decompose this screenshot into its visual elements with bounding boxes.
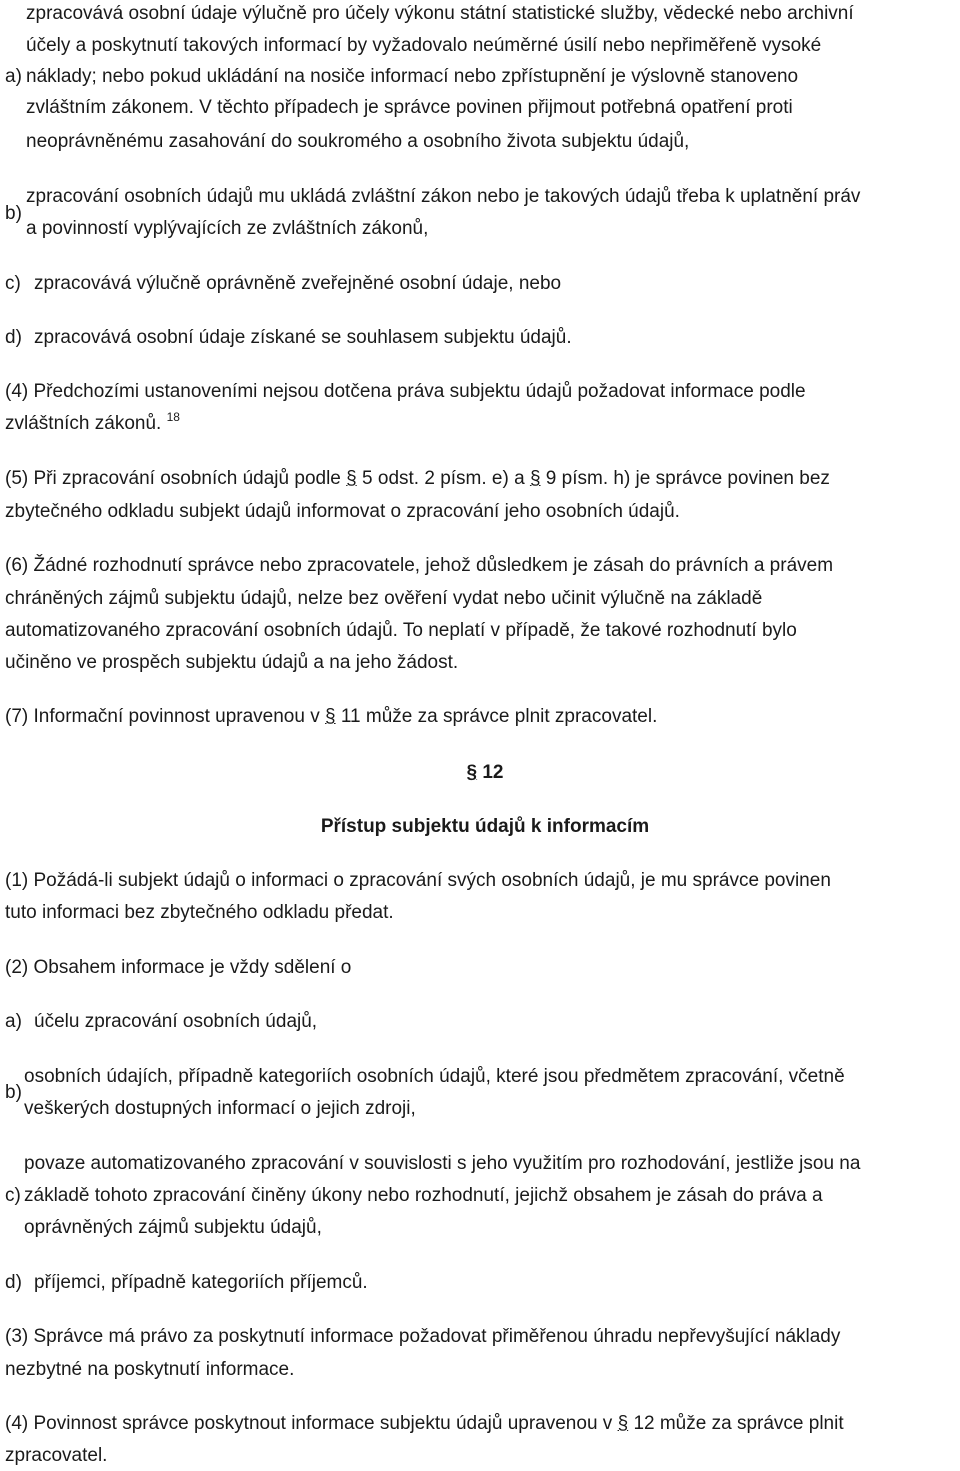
paragraph-7-text-b: může za správce plnit zpracovatel.	[360, 706, 658, 727]
paragraph-6-line-1: (6) Žádné rozhodnutí správce nebo zpracovatele, jehož důsledkem je zásah do právních a právem	[5, 555, 834, 576]
item-d-text: zpracovává osobní údaje získané se souhlasem subjektu údajů.	[34, 327, 572, 348]
s12-paragraph-2: (2) Obsahem informace je vždy sdělení o	[5, 957, 352, 978]
s12-item-a-label: a)	[5, 1011, 22, 1032]
item-c-label: c)	[5, 273, 21, 294]
section-sign-ref: §	[617, 1413, 629, 1434]
footnote-reference: 18	[166, 410, 180, 424]
paragraph-4-text: zvláštních zákonů.	[5, 413, 162, 434]
s12-item-b-line-2: veškerých dostupných informací o jejich zdroji,	[24, 1098, 416, 1119]
section-sign: §	[466, 762, 478, 783]
section-number	[0, 762, 960, 784]
s12-item-c-line-2: základě tohoto zpracování činěny úkony nebo rozhodnutí, jejichž obsahem je zásah do práva a	[24, 1185, 823, 1206]
paragraph-5-text-b: odst. 2 písm. e) a	[372, 468, 530, 489]
paragraph-5-text-c: písm. h) je správce povinen bez	[556, 468, 830, 489]
section-ref-number: 9	[545, 468, 557, 489]
s12-paragraph-3-line-2: nezbytné na poskytnutí informace.	[5, 1359, 295, 1380]
item-d-label: d)	[5, 327, 22, 348]
s12-item-c-line-3: oprávněných zájmů subjektu údajů,	[24, 1217, 322, 1238]
item-b-label: b)	[5, 203, 22, 224]
paragraph-4-line-1: (4) Předchozími ustanoveními nejsou dotčena práva subjektu údajů požadovat informace podle	[5, 381, 806, 402]
paragraph-7-text-a: (7) Informační povinnost upravenou v	[5, 706, 326, 727]
s12-paragraph-4-text-a: (4) Povinnost správce poskytnout informace subjektu údajů upravenou v	[5, 1413, 618, 1434]
section-number-value: 12	[482, 762, 504, 783]
item-a-line-4: zvláštním zákonem. V těchto případech je správce povinen přijmout potřebná opatření proti	[26, 97, 793, 118]
item-a-line-2: účely a poskytnutí takových informací by vyžadovalo neúměrné úsilí nebo nepřiměřeně vysoké	[26, 35, 822, 56]
section-title: Přístup subjektu údajů k informacím	[320, 816, 650, 837]
s12-item-c-label: c)	[5, 1185, 21, 1206]
section-ref-number: 11	[340, 706, 361, 727]
s12-paragraph-4-line-2: zpracovatel.	[5, 1445, 108, 1466]
s12-paragraph-3-line-1: (3) Správce má právo za poskytnutí informace požadovat přiměřenou úhradu nepřevyšující náklady	[5, 1326, 841, 1347]
item-b-line-2: a povinností vyplývajících ze zvláštních zákonů,	[26, 218, 429, 239]
paragraph-5-line-1	[5, 468, 830, 490]
paragraph-6-line-4: učiněno ve prospěch subjektu údajů a na jeho žádost.	[5, 652, 459, 673]
s12-paragraph-4-text-b: může za správce plnit	[654, 1413, 844, 1434]
s12-paragraph-1-line-1: (1) Požádá-li subjekt údajů o informaci o zpracování svých osobních údajů, je mu správce povinen	[5, 870, 831, 891]
item-a-line-5: neoprávněnému zasahování do soukromého a osobního života subjektu údajů,	[26, 131, 690, 152]
s12-item-b-line-1: osobních údajích, případně kategoriích osobních údajů, které jsou předmětem zpracování, včetně	[24, 1066, 845, 1087]
paragraph-5-line-2: zbytečného odkladu subjekt údajů informovat o zpracování jeho osobních údajů.	[5, 501, 680, 522]
s12-paragraph-1-line-2: tuto informaci bez zbytečného odkladu předat.	[5, 902, 394, 923]
paragraph-4-line-2	[5, 410, 180, 435]
s12-paragraph-4-line-1	[5, 1413, 844, 1435]
paragraph-5-text-a: (5) Při zpracování osobních údajů podle	[5, 468, 347, 489]
section-sign-ref: §	[529, 468, 541, 489]
item-a-line-3: náklady; nebo pokud ukládání na nosiče informací nebo zpřístupnění je výslovně stanoveno	[26, 66, 799, 87]
section-sign-ref: §	[346, 468, 357, 489]
s12-item-a-text: účelu zpracování osobních údajů,	[34, 1011, 318, 1032]
paragraph-6-line-3: automatizovaného zpracování osobních údajů. To neplatí v případě, že takové rozhodnutí bylo	[5, 620, 797, 641]
section-ref-number: 5	[362, 468, 373, 489]
s12-item-d-text: příjemci, případně kategoriích příjemců.	[34, 1272, 368, 1293]
paragraph-7	[5, 706, 657, 728]
s12-item-c-line-1: povaze automatizovaného zpracování v souvislosti s jeho využitím pro rozhodování, jestliže jsou na	[24, 1153, 861, 1174]
item-a-line-1: zpracovává osobní údaje výlučně pro účely výkonu státní statistické služby, vědecké nebo archivní	[26, 3, 854, 24]
s12-item-d-label: d)	[5, 1272, 22, 1293]
item-a-label: a)	[5, 66, 22, 87]
item-c-text: zpracovává výlučně oprávněně zveřejněné osobní údaje, nebo	[34, 273, 562, 294]
paragraph-6-line-2: chráněných zájmů subjektu údajů, nelze bez ověření vydat nebo učinit výlučně na základě	[5, 588, 763, 609]
section-ref-number: 12	[633, 1413, 655, 1434]
item-b-line-1: zpracování osobních údajů mu ukládá zvláštní zákon nebo je takových údajů třeba k uplatnění práv	[26, 186, 861, 207]
section-sign-ref: §	[325, 706, 336, 727]
s12-item-b-label: b)	[5, 1082, 22, 1103]
